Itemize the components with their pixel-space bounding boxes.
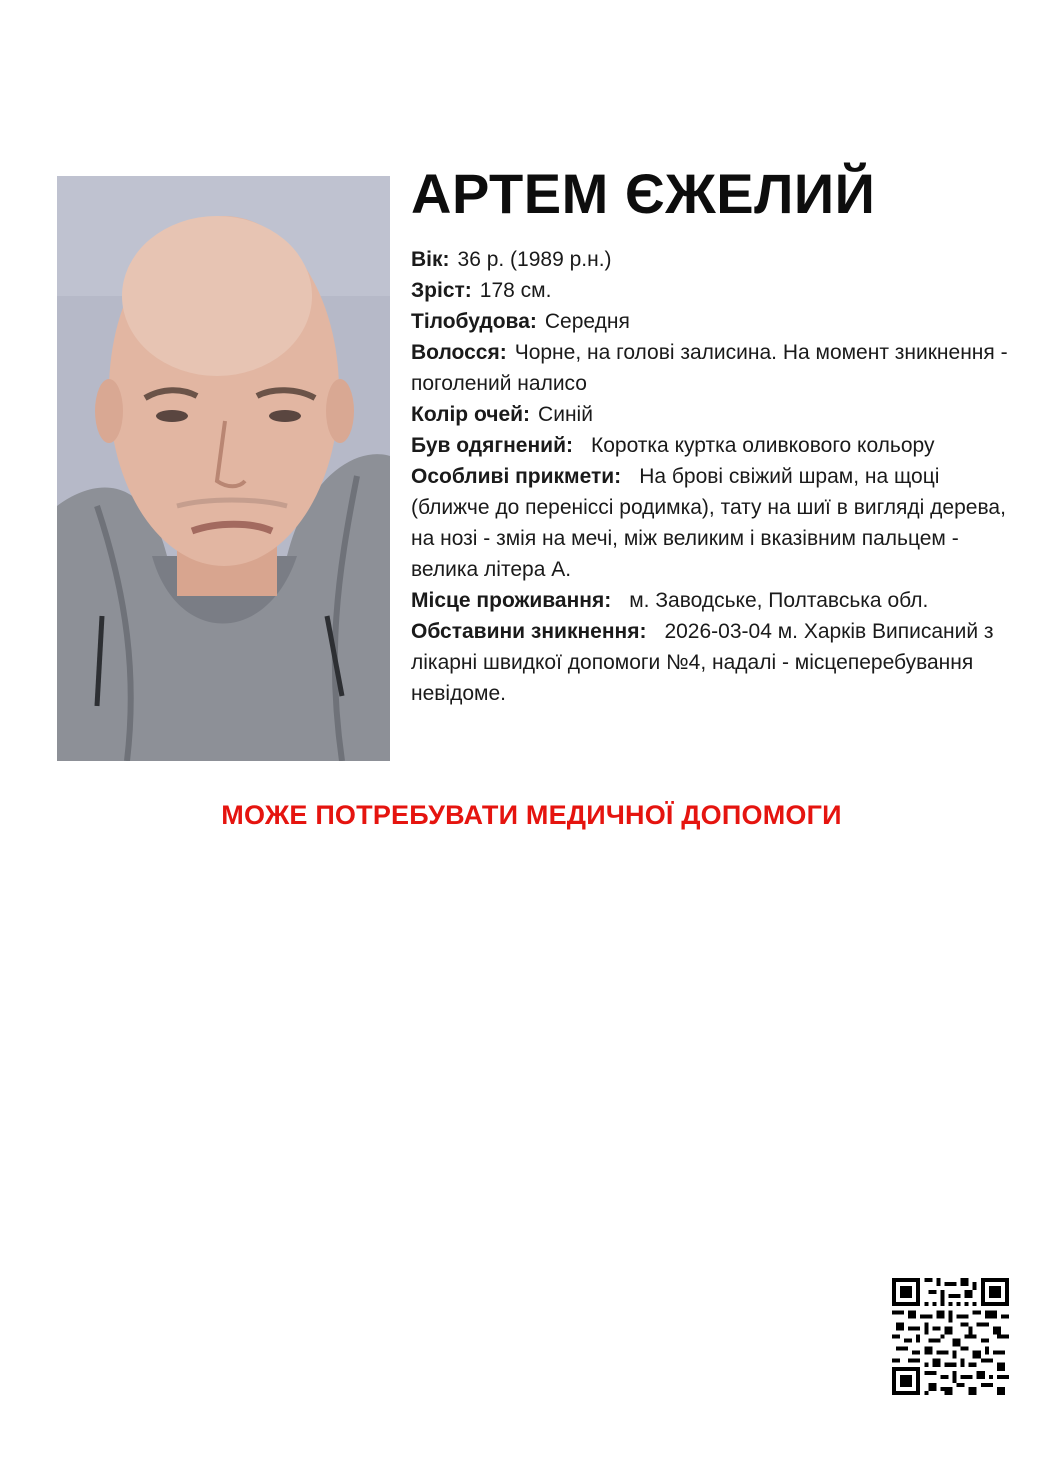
- detail-residence: [411, 585, 1021, 616]
- detail-label: Вік:: [411, 248, 450, 271]
- detail-label: Тілобудова:: [411, 310, 537, 333]
- medical-warning: МОЖЕ ПОТРЕБУВАТИ МЕДИЧНОЇ ДОПОМОГИ: [221, 800, 842, 830]
- detail-build: [411, 306, 1021, 337]
- detail-value: Чорне, на голові залисина. На момент зникнення - поголений налисо: [411, 341, 1008, 395]
- detail-value: На брові свіжий шрам, на щоці (ближче до переніссі родимка), тату на шиї в вигляді дерева, на нозі - змія на мечі, між великим і вказівним пальцем - велика літера А.: [411, 465, 1006, 581]
- person-details: [411, 244, 1021, 709]
- detail-hair: [411, 337, 1021, 399]
- detail-distinguishing-marks: [411, 461, 1021, 585]
- detail-label: Зріст:: [411, 279, 472, 302]
- person-photo-illustration: [57, 176, 390, 761]
- qr-code-icon[interactable]: [892, 1278, 1009, 1395]
- detail-value: м. Заводське, Полтавська обл.: [629, 589, 929, 612]
- detail-age: [411, 244, 1021, 275]
- detail-label: Особливі прикмети:: [411, 465, 622, 488]
- detail-height: [411, 275, 1021, 306]
- detail-value: Середня: [544, 310, 630, 333]
- detail-value: 36 р. (1989 р.н.): [457, 248, 612, 271]
- detail-value: Синій: [538, 403, 593, 426]
- detail-eye-color: [411, 399, 1021, 430]
- person-photo: [57, 176, 390, 761]
- detail-label: Волосся:: [411, 341, 507, 364]
- detail-value: Коротка куртка оливкового кольору: [590, 434, 935, 457]
- detail-label: Місце проживання:: [411, 589, 612, 612]
- person-name: АРТЕМ ЄЖЕЛИЙ: [411, 162, 876, 225]
- detail-label: Обставини зникнення:: [411, 620, 647, 643]
- detail-label: Був одягнений:: [411, 434, 573, 457]
- detail-circumstances: [411, 616, 1021, 709]
- detail-value: 2026-03-04 м. Харків Виписаний з лікарні швидкої допомоги №4, надалі - місцеперебування невідоме.: [411, 620, 994, 705]
- detail-clothing: [411, 430, 1021, 461]
- detail-label: Колір очей:: [411, 403, 531, 426]
- detail-value: 178 см.: [479, 279, 552, 302]
- qr-code-graphic: [892, 1278, 1009, 1395]
